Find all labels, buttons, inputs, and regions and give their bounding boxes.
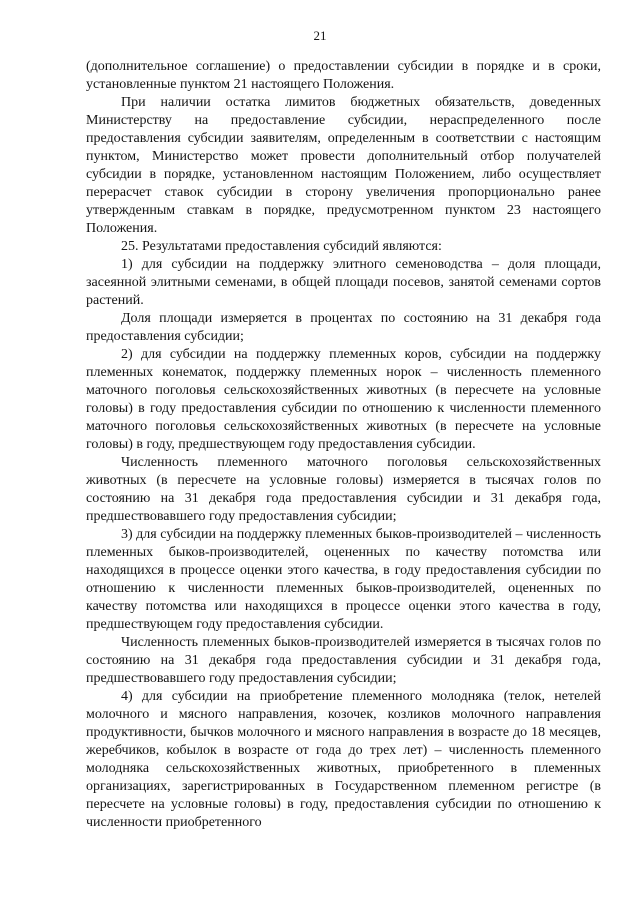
paragraph-item-1-measure: Доля площади измеряется в процентах по состоянию на 31 декабря года предоставления субсидии;: [86, 311, 601, 344]
paragraph-item-3: 3) для субсидии на поддержку племенных быков-производителей – численность племенных быков-производителей, оцененных по качеству потомства или находящихся в процессе оценки этого качества, в году предоставления субсидии по отношению к численности племенных быков-производителей, оцененных по качеству потомства или находящихся в процессе оценки этого качества в году, предшествующем году предоставления субсидии.: [86, 527, 601, 632]
paragraph-item-2: 2) для субсидии на поддержку племенных коров, субсидии на поддержку племенных конематок, поддержку племенных норок – численность племенного маточного поголовья сельскохозяйственных животных (в пересчете на условные головы) в году предоставления субсидии по отношению к численности племенного маточного поголовья сельскохозяйственных животных (в пересчете на условные головы) в году, предшествующем году предоставления субсидии.: [86, 347, 601, 452]
paragraph-item-2-measure: Численность племенного маточного поголовья сельскохозяйственных животных (в пересчете на условные головы) измеряется в тысячах голов по состоянию на 31 декабря года предоставления субсидии и 31 декабря года, предшествовавшего году предоставления субсидии;: [86, 455, 601, 524]
paragraph-remaining-limits: При наличии остатка лимитов бюджетных обязательств, доведенных Министерству на предоставление субсидии, нераспределенного после предоставления субсидии заявителям, определенным в соответствии с настоящим пунктом, Министерство может провести дополнительный отбор получателей субсидии в порядке, установленном настоящим Положением, либо осуществляет перерасчет ставок субсидии в сторону увеличения пропорционально ранее утвержденным ставкам в порядке, предусмотренном пунктом 23 настоящего Положения.: [86, 95, 601, 236]
paragraph-item-1: 1) для субсидии на поддержку элитного семеноводства – доля площади, засеянной элитными семенами, в общей площади посевов, занятой семенами сортов растений.: [86, 257, 601, 308]
paragraph-clause-25: 25. Результатами предоставления субсидий являются:: [121, 239, 442, 254]
paragraph-item-3-measure: Численность племенных быков-производителей измеряется в тысячах голов по состоянию на 31 декабря года предоставления субсидии и 31 декабря года, предшествовавшего году предоставления субсидии;: [86, 635, 601, 686]
paragraph-item-4: 4) для субсидии на приобретение племенного молодняка (телок, нетелей молочного и мясного направления, козочек, козликов молочного направления продуктивности, бычков молочного и мясного направления в возрасте до 18 месяцев, жеребчиков, кобылок в возрасте от года до трех лет) – численность племенного молодняка сельскохозяйственных животных, приобретенного в племенных организациях, зарегистрированных в Государственном племенном регистре (в пересчете на условные головы) в году, предоставления субсидии по отношению к численности приобретенного: [86, 689, 601, 830]
document-body: [86, 58, 601, 832]
page-number: 21: [313, 28, 327, 43]
paragraph-continuation: (дополнительное соглашение) о предоставлении субсидии в порядке и в сроки, установленные пунктом 21 настоящего Положения.: [86, 59, 601, 92]
